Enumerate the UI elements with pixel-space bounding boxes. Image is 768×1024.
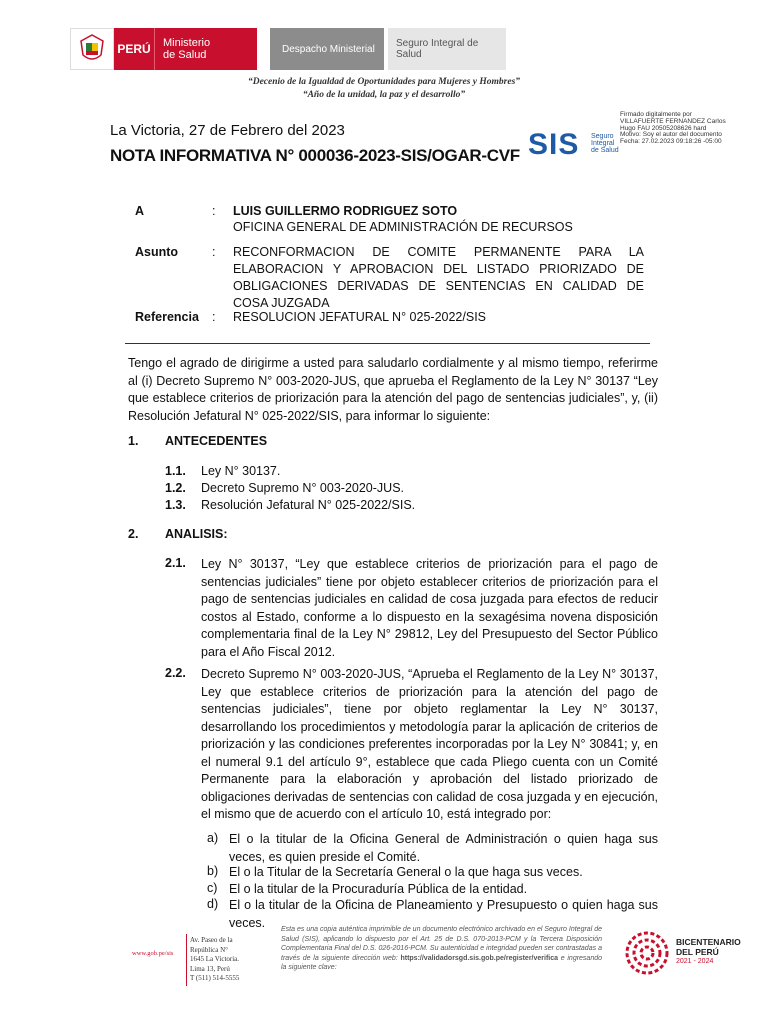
bicentenario-line-2: DEL PERÚ bbox=[676, 946, 719, 957]
ministry-label bbox=[154, 28, 257, 70]
decade-quote: “Decenio de la Igualdad de Oportunidades para Mujeres y Hombres” bbox=[247, 77, 521, 87]
document-title: NOTA INFORMATIVA N° 000036-2023-SIS/OGAR-CVF bbox=[110, 146, 520, 165]
item-2-2-text: Decreto Supremo N° 003-2020-JUS, “Aprueba el Reglamento de la Ley N° 30137, Ley que establece criterios de priorización para la atención del pago de sentencias judiciales”, tiene por objeto reglamentar la Ley N° 30137, desarrollando los procedimientos y metodología parar la aplicación de criterios de priorización y las condiciones preferentes incorporadas por la Ley N° 30841; y, en el numeral 9.1 del artículo 9°, establece que cada Pliego cuenta con un Comité Permanente para la elaboración y aprobación del listado priorizado de obligaciones derivadas de sentencias con calidad de cosa juzgada y en ejecución, el mismo que de acuerdo con el artículo 10, está integrado por: bbox=[201, 667, 658, 821]
intro-paragraph: Tengo el agrado de dirigirme a usted para saludarlo cordialmente y al mismo tiempo, referirme al (i) Decreto Supremo N° 003-2020-JUS, que aprueba el Reglamento de la Ley N° 30137 “Ley que establece criterios de priorización para la atención del pago de sentencias judiciales”, y, (ii) Resolución Jefatural N° 025-2022/SIS, para informar lo siguiente: bbox=[128, 356, 658, 423]
footer-divider bbox=[186, 934, 187, 986]
list-item-d-text: El o la titular de la Oficina de Planeamiento y Presupuesto o quien haga sus veces. bbox=[229, 898, 658, 930]
signature-line: VILLAFUERTE FERNANDEZ Carlos bbox=[620, 117, 726, 125]
item-1-2-number: 1.2. bbox=[165, 481, 186, 495]
list-item-d-letter: d) bbox=[207, 897, 219, 911]
list-item-a-text: El o la titular de la Oficina General de Administración o quien haga sus veces, es quien preside el Comité. bbox=[229, 832, 658, 864]
year-quote: “Año de la unidad, la paz y el desarrollo” bbox=[302, 90, 466, 100]
address-line: 1645 La Victoria. bbox=[190, 955, 240, 963]
section-1-number: 1. bbox=[128, 434, 139, 448]
footer-address bbox=[190, 936, 280, 984]
section-2-number: 2. bbox=[128, 527, 139, 541]
to-label: A bbox=[135, 204, 145, 218]
office-label bbox=[270, 28, 384, 70]
item-1-1-number: 1.1. bbox=[165, 464, 186, 478]
office-text: Despacho Ministerial bbox=[282, 43, 375, 55]
signature-line: Fecha: 27.02.2023 09:18:26 -05:00 bbox=[620, 138, 722, 146]
to-office: OFICINA GENERAL DE ADMINISTRACIÓN DE RECURSOS bbox=[233, 220, 573, 234]
sis-logo-sub-1: Seguro bbox=[591, 133, 614, 140]
bicentenario-line-1: BICENTENARIO bbox=[676, 937, 741, 947]
bicentenario-emblem-icon bbox=[624, 930, 670, 976]
address-line: Lima 13, Perú bbox=[190, 964, 230, 973]
item-1-2-text: Decreto Supremo N° 003-2020-JUS. bbox=[201, 481, 405, 495]
section-2-title: ANALISIS: bbox=[165, 527, 228, 541]
ministry-line-2: de Salud bbox=[163, 49, 207, 61]
reference-label: Referencia bbox=[135, 310, 199, 324]
list-item-c-letter: c) bbox=[207, 881, 218, 895]
memo-divider bbox=[125, 343, 650, 344]
sis-logo-sub-2: Integral bbox=[591, 140, 615, 147]
footer-legal-note bbox=[281, 925, 602, 973]
item-1-3-text: Resolución Jefatural N° 025-2022/SIS. bbox=[201, 498, 416, 512]
section-1-title: ANTECEDENTES bbox=[165, 434, 268, 448]
institution-header bbox=[70, 28, 506, 70]
legal-text-end: e ingresando la siguiente clave: bbox=[281, 954, 603, 972]
subject-colon: : bbox=[212, 245, 216, 259]
agency-text: Seguro Integral de Salud bbox=[396, 38, 479, 60]
place-date: La Victoria, 27 de Febrero del 2023 bbox=[110, 122, 345, 139]
coat-of-arms-icon bbox=[77, 33, 107, 65]
item-1-3-number: 1.3. bbox=[165, 498, 186, 512]
bicentenario-logo bbox=[676, 938, 741, 967]
reference-colon: : bbox=[212, 310, 216, 324]
bicentenario-years: 2021 - 2024 bbox=[676, 958, 714, 965]
signature-line: Firmado digitalmente por bbox=[620, 111, 692, 118]
signature-line: Hugo FAU 20505208626 hard bbox=[620, 124, 707, 132]
address-line: T (511) 514-5555 bbox=[190, 974, 240, 982]
validation-link[interactable]: https://validadorsgd.sis.gob.pe/register/verifica bbox=[400, 954, 559, 962]
to-colon: : bbox=[212, 204, 216, 218]
item-2-2-number: 2.2. bbox=[165, 666, 186, 680]
to-name: LUIS GUILLERMO RODRIGUEZ SOTO bbox=[233, 204, 458, 218]
digital-signature bbox=[620, 112, 740, 146]
sis-logo-sub-3: de Salud bbox=[591, 147, 619, 154]
subject-label: Asunto bbox=[135, 245, 179, 259]
peru-crest-logo bbox=[70, 28, 114, 70]
item-1-1-text: Ley N° 30137. bbox=[201, 464, 281, 478]
list-item-c-text: El o la titular de la Procuraduría Pública de la entidad. bbox=[229, 882, 528, 896]
country-label bbox=[114, 28, 154, 70]
reference-text: RESOLUCION JEFATURAL N° 025-2022/SIS bbox=[233, 310, 487, 324]
address-line: Av. Paseo de la bbox=[190, 936, 233, 944]
country-text: PERÚ bbox=[117, 42, 151, 56]
address-line: República N° bbox=[190, 945, 228, 954]
item-2-1-number: 2.1. bbox=[165, 556, 186, 570]
agency-label bbox=[388, 28, 506, 70]
footer-website: www.gob.pe/sis bbox=[132, 950, 174, 957]
sis-logo: SIS bbox=[528, 128, 580, 161]
ministry-line-1: Ministerio bbox=[163, 37, 211, 49]
list-item-a-letter: a) bbox=[207, 831, 219, 845]
list-item-b-text: El o la Titular de la Secretaría General o la que haga sus veces. bbox=[229, 865, 583, 879]
item-2-1-text: Ley N° 30137, “Ley que establece criterios de priorización para el pago de sentencias judiciales” tiene por objeto establecer criterios de priorización para el pago de sentencias judiciales en calidad de cosa juzgada para efectos de reducir costos al Estado, conforme a lo dispuesto en la sexagésima novena disposición complementaria final de la Ley N° 29812, Ley del Presupuesto del Sector Público para el Año Fiscal 2012. bbox=[201, 557, 658, 659]
subject-text: RECONFORMACION DE COMITE PERMANENTE PARA LA ELABORACION Y APROBACION DEL LISTADO PRIORIZADO DE OBLIGACIONES DERIVADAS DE SENTENCIAS EN CALIDAD DE COSA JUZGADA bbox=[233, 245, 644, 310]
list-item-b-letter: b) bbox=[207, 864, 219, 878]
signature-line: Motivo: Soy el autor del documento bbox=[620, 131, 722, 139]
sis-logo-subtitle bbox=[591, 133, 621, 154]
legal-text: Esta es una copia auténtica imprimible de un documento electrónico archivado en el Seguro Integral de Salud (SIS), aplicando lo dispuesto por el Art. 25 de D.S. 070-2013-PCM y la Tercera Disposición Complementaria Final del D.S. 026-2016-PCM. Su autenticidad e integridad pueden ser contrastadas a través de la siguiente dirección web: bbox=[281, 926, 602, 962]
